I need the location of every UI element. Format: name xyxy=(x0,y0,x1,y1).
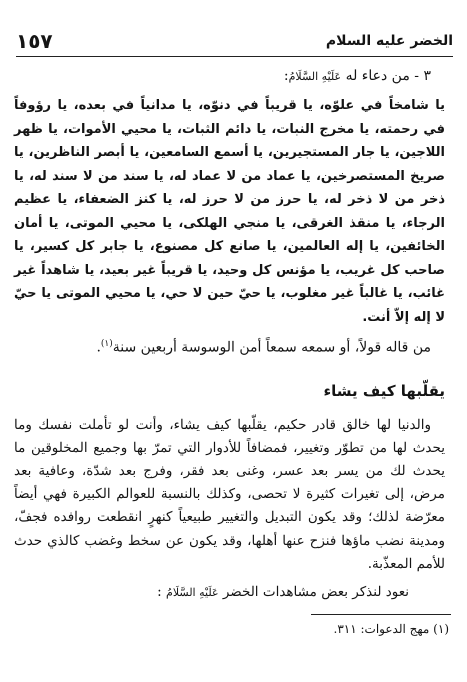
closing-text: نعود لنذكر بعض مشاهدات الخضر xyxy=(222,584,409,601)
footnote-divider xyxy=(311,614,451,615)
prayer-heading-text: ٣ - من دعاء له xyxy=(345,68,431,84)
page-number: ١٥٧ xyxy=(16,29,53,53)
page-header xyxy=(16,30,453,57)
page-body xyxy=(14,64,445,605)
prayer-heading xyxy=(14,64,431,89)
closing-line xyxy=(14,580,409,605)
footnote-reference: (١) xyxy=(100,339,113,349)
attribution-line xyxy=(14,332,431,360)
running-title: الخضر عليه السلام xyxy=(325,33,453,49)
section-paragraph: والدنيا لها خالق قادر حكيم، يقلّبها كيف يشاء، وأنت لو تأملت نفسك وما يحدث لها من تطوّر وتغيير، فمضافاً للأدوار التي تمرّ بها وجميع المخلوقين ما يحدث لك من يسر بعد عسر، وغنى بعد فقر، وفرج بعد شدّة، وعافية بعد مرض، إلى تغيرات كثيرة لا تحصى، وكذلك بالنسبة للعوالم الكبيرة فهي أيضاً معرّضة لذلك؛ وقد يكون التبديل والتغيير طبيعياً كنهرٍ انقطعت روافده فجفّ، ومدينة نضب ماؤها فنزح عنها أهلها، وقد يكون عن سخط وغضب كالذي حدث للأمم المعذّبة. xyxy=(14,416,445,572)
closing-honorific-symbol: عَلَيْهِ السَّلَامُ xyxy=(166,586,219,600)
invocation-text: يا شامخاً في علوّه، يا قريباً في دنوّه، يا مدانياً في بعده، يا رؤوفاً في رحمته، يا مخرج النبات، يا دائم الثبات، يا محيي الأموات، يا ظهر اللاجين، يا جار المستجيرين، يا أسمع السامعين، يا أبصر الناظرين، يا صريخ المستصرخين، يا عماد من لا عماد له، يا سند من لا سند له، يا ذخر من لا ذخر له، يا حرز من لا حرز له، يا كنز الضعفاء، يا عظيم الرجاء، يا منقذ الغرقى، يا منجي الهلكى، يا محيي الموتى، يا أمان الخائفين، يا إله العالمين، يا صانع كل مصنوع، يا جابر كل كسير، يا صاحب كل غريب، يا مؤنس كل وحيد، يا قريباً غير بعيد، يا شاهداً غير غائب، يا غالباً غير مغلوب، يا حيّ حين لا حي، يا محيي الموتى يا حيّ لا إله إلاّ أنت. xyxy=(14,98,445,325)
attribution-period: . xyxy=(96,339,101,356)
footnote xyxy=(334,619,449,639)
attribution-text: من قاله قولاً، أو سمعه سمعاً أمن الوسوسة أربعين سنة xyxy=(112,339,431,356)
prayer-heading-colon: : xyxy=(283,68,289,84)
closing-colon: : xyxy=(157,584,162,601)
section-title: يقلّبها كيف يشاء xyxy=(323,381,445,400)
footnote-marker: (١) xyxy=(433,622,449,636)
footnote-text: مهج الدعوات: ٣١١. xyxy=(333,622,430,636)
honorific-symbol: عَلَيْهِ السَّلَامُ xyxy=(288,70,342,83)
